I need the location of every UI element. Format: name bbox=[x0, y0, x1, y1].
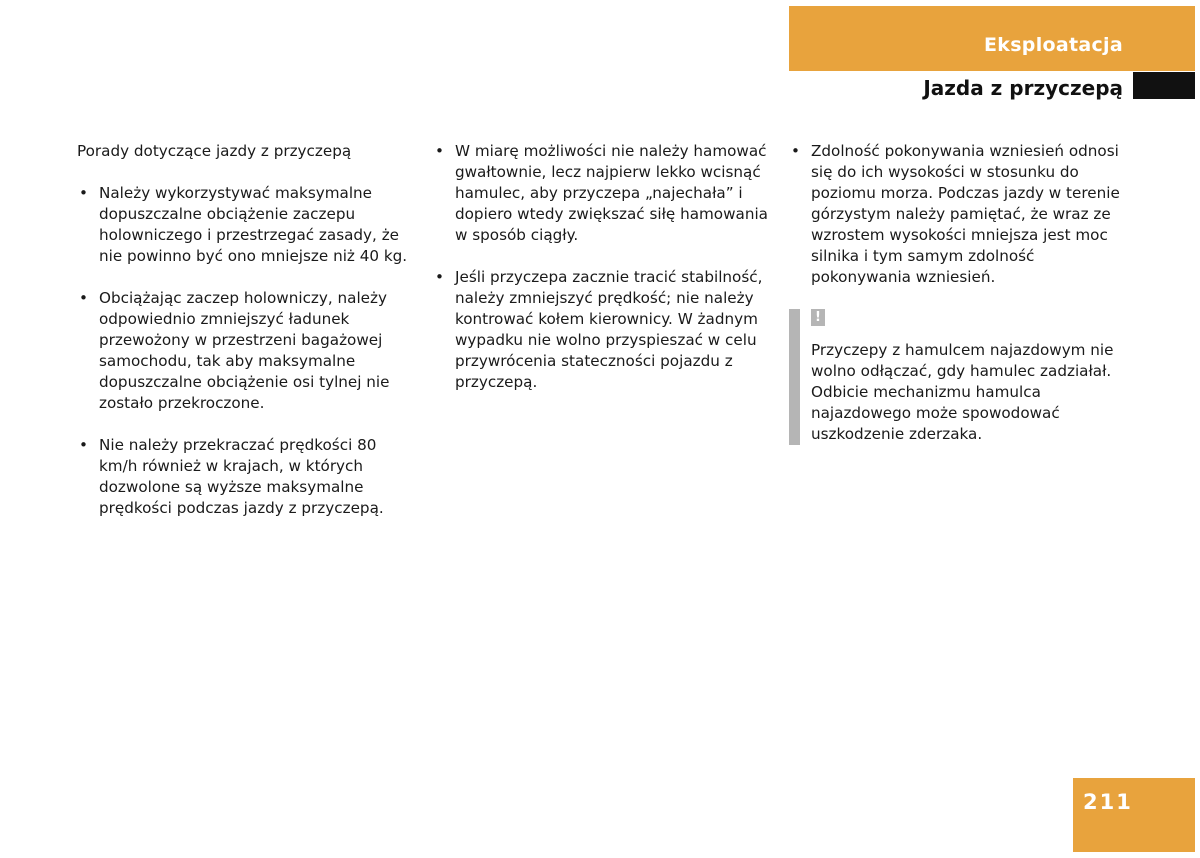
note-text: Przyczepy z hamulcem najazdowym nie wolno odłączać, gdy hamulec zadziałał. Odbicie mechanizmu hamulca najazdowego może spowodować uszkodzenie zderzaka. bbox=[811, 341, 1114, 443]
list-item: • Należy wykorzystywać maksymalne dopuszczalne obciążenie zaczepu holowniczego i przestrzegać zasady, że nie powinno być ono mniejsze niż 40 kg. bbox=[77, 183, 417, 267]
bullet-list-2 bbox=[433, 141, 778, 393]
section-title: Eksploatacja bbox=[983, 34, 1123, 56]
intro-heading: Porady dotyczące jazdy z przyczepą bbox=[77, 142, 352, 160]
list-item: • Jeśli przyczepa zacznie tracić stabilność, należy zmniejszyć prędkość; nie należy kontrować kołem kierownicy. W żadnym wypadku nie wolno przyspieszać w celu przywrócenia stateczności pojazdu z przyczepą. bbox=[433, 267, 778, 393]
list-item: • Obciążając zaczep holowniczy, należy odpowiednio zmniejszyć ładunek przewożony w przestrzeni bagażowej samochodu, tak aby maksymalne dopuszczalne obciążenie osi tylnej nie zostało przekroczone. bbox=[77, 288, 417, 414]
exclamation-icon: ! bbox=[811, 309, 825, 326]
chapter-marker bbox=[1133, 72, 1195, 99]
list-item: • Nie należy przekraczać prędkości 80 km/h również w krajach, w których dozwolone są wyższe maksymalne prędkości podczas jazdy z przyczepą. bbox=[77, 435, 417, 519]
text-column-3 bbox=[789, 141, 1134, 445]
chapter-title: Jazda z przyczepą bbox=[923, 76, 1123, 100]
list-item: • W miarę możliwości nie należy hamować gwałtownie, lecz najpierw lekko wcisnąć hamulec, aby przyczepa „najechała” i dopiero wtedy zwiększać siłę hamowania w sposób ciągły. bbox=[433, 141, 778, 246]
bullet-list-3 bbox=[789, 141, 1134, 288]
section-tab bbox=[789, 6, 1195, 71]
page-number: 211 bbox=[1083, 790, 1133, 814]
warning-note bbox=[789, 309, 1134, 445]
note-bar bbox=[789, 309, 800, 445]
text-column-1 bbox=[77, 141, 417, 540]
list-item: • Zdolność pokonywania wzniesień odnosi się do ich wysokości w stosunku do poziomu morza. Podczas jazdy w terenie górzystym należy pamiętać, że wraz ze wzrostem wysokości mniejsza jest moc silnika i tym samym zdolność pokonywania wzniesień. bbox=[789, 141, 1134, 288]
page-number-box bbox=[1073, 778, 1195, 852]
text-column-2 bbox=[433, 141, 778, 414]
bullet-list-1 bbox=[77, 183, 417, 519]
